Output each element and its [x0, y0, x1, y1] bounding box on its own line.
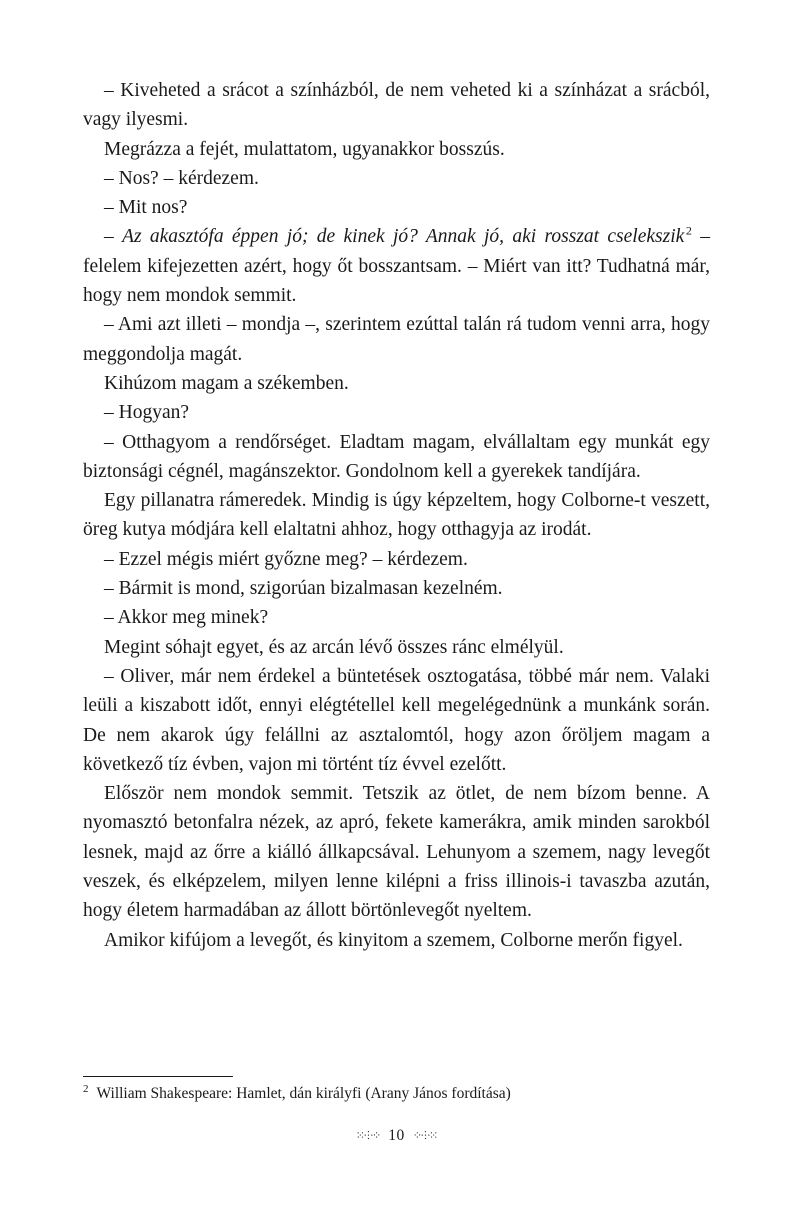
paragraph-6: – Ami azt illeti – mondja –, szerintem ezúttal talán rá tudom venni arra, hogy meggondolja magát.	[83, 314, 710, 365]
quote-continuation: – felelem kifejezetten azért, hogy őt bosszantsam. – Miért van itt? Tudhatná már, hogy nem mondok semmit.	[83, 226, 710, 307]
paragraph-4: – Mit nos?	[104, 197, 188, 219]
paragraph-16: Először nem mondok semmit. Tetszik az ötlet, de nem bízom benne. A nyomasztó betonfalra nézek, az apró, fekete kamerákra, amik minden sarokból lesnek, majd az őrre a kiálló állkapcsával. Lehunyom a szemem, nagy levegőt veszek, és elképzelem, milyen lenne kilépni a friss illinois-i tavaszba azután, hogy életem harmadában az állott börtönlevegőt nyeltem.	[83, 783, 710, 922]
main-text	[83, 76, 710, 955]
paragraph-13: – Akkor meg minek?	[104, 607, 269, 629]
right-ornament-icon: ⁘⸭⁙	[412, 1130, 438, 1142]
paragraph-12: – Bármit is mond, szigorúan bizalmasan kezelném.	[104, 578, 503, 600]
footnote-text: William Shakespeare: Hamlet, dán királyfi (Arany János fordítása)	[96, 1085, 511, 1102]
paragraph-17: Amikor kifújom a levegőt, és kinyitom a szemem, Colborne merőn figyel.	[104, 929, 683, 951]
footnote-mark: 2	[83, 1082, 89, 1095]
paragraph-14: Megint sóhajt egyet, és az arcán lévő összes ránc elmélyül.	[104, 636, 564, 658]
page-footer	[83, 1124, 710, 1148]
paragraph-5-quote	[83, 222, 710, 310]
paragraph-1: – Kiveheted a srácot a színházból, de nem veheted ki a színházat a srácból, vagy ilyesmi.	[83, 80, 710, 131]
paragraph-8: – Hogyan?	[104, 402, 190, 424]
footnote-divider	[83, 1076, 233, 1077]
paragraph-3: – Nos? – kérdezem.	[104, 167, 259, 189]
footnote-reference: 2	[685, 223, 692, 238]
footnote	[83, 1083, 710, 1105]
book-page	[83, 0, 710, 1205]
paragraph-9: – Otthagyom a rendőrséget. Eladtam magam, elvállaltam egy munkát egy biztonsági cégnél, magánszektor. Gondolnom kell a gyerekek tandíjára.	[83, 431, 710, 482]
paragraph-10: Egy pillanatra rámeredek. Mindig is úgy képzeltem, hogy Colborne-t veszett, öreg kutya módjára kell elaltatni ahhoz, hogy otthagyja az irodát.	[83, 490, 710, 541]
paragraph-15: – Oliver, már nem érdekel a büntetések osztogatása, többé már nem. Valaki leüli a kiszabott időt, ennyi elégtétellel kell megelégednünk a munkánk során. De nem akarok úgy felállni az asztalomtól, hogy azon őröljem magam a következő tíz évben, vajon mi történt tíz évvel ezelőtt.	[83, 665, 710, 775]
page-number: 10	[388, 1127, 405, 1144]
shakespeare-quote: Az akasztófa éppen jó; de kinek jó? Annak jó, aki rosszat cselekszik	[122, 226, 685, 248]
quote-dash: –	[104, 226, 123, 248]
left-ornament-icon: ⁙⸭⁘	[355, 1130, 381, 1142]
paragraph-2: Megrázza a fejét, mulattatom, ugyanakkor bosszús.	[104, 138, 505, 160]
paragraph-11: – Ezzel mégis miért győzne meg? – kérdezem.	[104, 548, 468, 570]
paragraph-7: Kihúzom magam a székemben.	[104, 372, 349, 394]
